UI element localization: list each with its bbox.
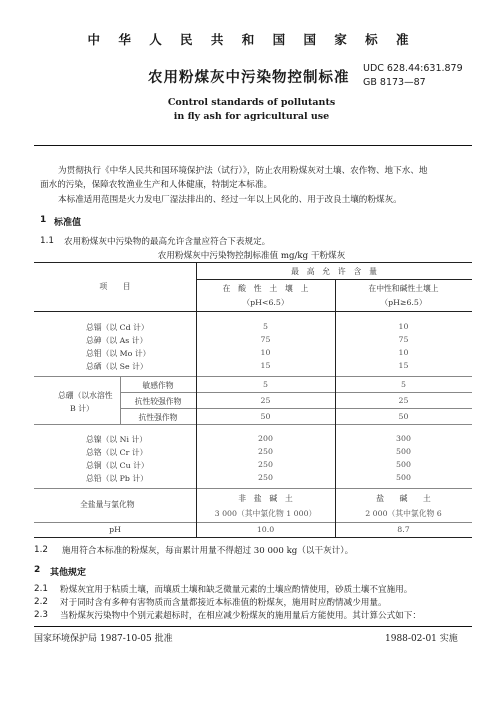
- table-header-bottom: [34, 311, 472, 312]
- value-acid-copper: 250: [258, 460, 273, 469]
- value-neutral-lead: 500: [396, 473, 411, 482]
- value-acid-boron-sensitive: 5: [263, 380, 268, 389]
- item-nickel: 总镍（以 Ni 计）: [86, 435, 148, 444]
- clause-1-1-number: 1.1: [40, 236, 54, 246]
- salt-acid-value: 3 000（其中氯化物 1 000）: [214, 509, 317, 518]
- value-neutral-selenium: 15: [398, 361, 409, 370]
- table-caption: 农用粉煤灰中污染物控制标准值 mg/kg 干粉煤灰: [157, 251, 346, 261]
- approval-date: 国家环境保护局 1987-10-05 批准: [34, 634, 173, 644]
- document-title: 农用粉煤灰中污染物控制标准: [148, 69, 350, 86]
- boron-moderate-crops: 抗性较强作物: [134, 397, 182, 406]
- clause-2-2-text: 对于同时含有多种有害物质而含量都接近本标准值的粉煤灰，施用时应酌情减少用量。: [60, 598, 387, 608]
- item-molybdenum: 总钼（以 Mo 计）: [86, 349, 151, 358]
- value-acid-selenium: 15: [260, 361, 271, 370]
- footer-divider: [34, 626, 472, 627]
- item-chromium: 总铬（以 Cr 计）: [86, 448, 148, 457]
- section1-number: 1: [40, 215, 47, 225]
- value-neutral-nickel: 300: [396, 434, 411, 443]
- boron-sensitive-crops: 敏感作物: [142, 381, 174, 390]
- intro-line1: 为贯彻执行《中华人民共和国环境保护法（试行）》，防止农用粉煤灰对土壤、农作物、地下水、地: [58, 166, 428, 176]
- intro-line2: 面水的污染，保障农牧渔业生产和人体健康，特制定本标准。: [40, 180, 273, 190]
- national-standard-heading: 中 华 人 民 共 和 国 国 家 标 准: [87, 32, 416, 47]
- value-neutral-copper: 500: [396, 460, 411, 469]
- clause-1-2-text: 施用符合本标准的粉煤灰，每亩累计用量不得超过 30 000 kg（以干灰计）。: [62, 546, 354, 556]
- clause-2-3-text: 当粉煤灰污染物中个别元素超标时，在相应减少粉煤灰的施用量后方能使用。其计算公式如下：: [60, 611, 421, 621]
- clause-1-1-text: 农用粉煤灰中污染物的最高允许含量应符合下表规定。: [64, 237, 271, 247]
- value-acid-arsenic: 75: [260, 335, 271, 344]
- value-acid-chromium: 250: [258, 447, 273, 456]
- header-acid-soil: 在 酸 性 土 壤 上: [222, 284, 309, 293]
- english-title-line1: Control standards of pollutants: [167, 97, 336, 108]
- header-max-content: 最 高 允 许 含 量: [291, 267, 377, 276]
- item-lead: 总铅（以 Pb 计）: [86, 474, 148, 483]
- value-acid-cadmium: 5: [263, 322, 268, 331]
- english-title-line2: in fly ash for agricultural use: [173, 111, 330, 122]
- value-acid-boron-resistant: 50: [260, 412, 271, 421]
- table-top-border: [34, 262, 472, 263]
- value-neutral-boron-resistant: 50: [398, 412, 409, 421]
- section2-number: 2: [34, 565, 41, 575]
- item-total-salt: 全盐量与氯化物: [80, 500, 135, 509]
- implementation-date: 1988-02-01 实施: [385, 634, 458, 644]
- header-neutral-soil: 在中性和碱性土壤上: [368, 284, 439, 293]
- intro-line3: 本标准适用范围是火力发电厂湿法排出的、经过一年以上风化的、用于改良土壤的粉煤灰。: [58, 195, 402, 205]
- header-divider: [34, 145, 472, 146]
- salt-neutral-value: 2 000（其中氯化物 6: [365, 509, 442, 518]
- header-neutral-ph: （pH≥6.5）: [380, 298, 427, 307]
- salt-acid-label: 非 盐 碱 土: [238, 494, 293, 503]
- salt-neutral-label: 盐 碱 土: [376, 494, 431, 503]
- clause-2-1-text: 粉煤灰宜用于粘质土壤，而壤质土壤和缺乏微量元素的土壤应酌情使用，砂质土壤不宜施用。: [60, 585, 413, 595]
- item-copper: 总铜（以 Cu 计）: [86, 461, 149, 470]
- clause-2-1-number: 2.1: [34, 584, 48, 594]
- table-bottom-border: [34, 537, 472, 538]
- udc-code: UDC 628.44:631.879: [363, 63, 463, 74]
- value-neutral-cadmium: 10: [398, 322, 409, 331]
- table-header-subline: [196, 279, 472, 280]
- item-boron-line2: B 计）: [70, 404, 94, 413]
- value-neutral-chromium: 500: [396, 447, 411, 456]
- clause-1-2-number: 1.2: [34, 545, 48, 555]
- value-neutral-arsenic: 75: [398, 335, 409, 344]
- item-ph: pH: [109, 525, 121, 534]
- table-divider-1: [34, 376, 472, 377]
- section2-title: 其他规定: [50, 568, 87, 578]
- table-divider-boron-1: [120, 392, 472, 393]
- header-acid-ph: （pH<6.5）: [242, 298, 289, 307]
- header-item: 项 目: [99, 282, 131, 291]
- value-neutral-boron-sensitive: 5: [401, 380, 406, 389]
- table-divider-3: [34, 488, 472, 489]
- item-arsenic: 总砷（以 As 计）: [86, 336, 148, 345]
- item-cadmium: 总镉（以 Cd 计）: [86, 323, 149, 332]
- clause-2-3-number: 2.3: [34, 610, 48, 620]
- value-neutral-molybdenum: 10: [398, 348, 409, 357]
- item-boron-line1: 总硼（以水溶性: [58, 391, 113, 400]
- value-acid-nickel: 200: [258, 434, 273, 443]
- table-divider-boron-2: [120, 408, 472, 409]
- gb-code: GB 8173—87: [363, 77, 426, 88]
- value-acid-molybdenum: 10: [260, 348, 271, 357]
- value-acid-lead: 250: [258, 473, 273, 482]
- value-neutral-boron-moderate: 25: [398, 396, 409, 405]
- item-selenium: 总硒（以 Se 计）: [86, 362, 148, 371]
- section1-title: 标准值: [54, 218, 82, 228]
- clause-2-2-number: 2.2: [34, 597, 48, 607]
- table-divider-2: [34, 424, 472, 425]
- value-neutral-ph: 8.7: [397, 525, 410, 534]
- value-acid-boron-moderate: 25: [260, 396, 271, 405]
- value-acid-ph: 10.0: [256, 525, 275, 534]
- table-divider-4: [34, 522, 472, 523]
- boron-resistant-crops: 抗性强作物: [138, 413, 178, 422]
